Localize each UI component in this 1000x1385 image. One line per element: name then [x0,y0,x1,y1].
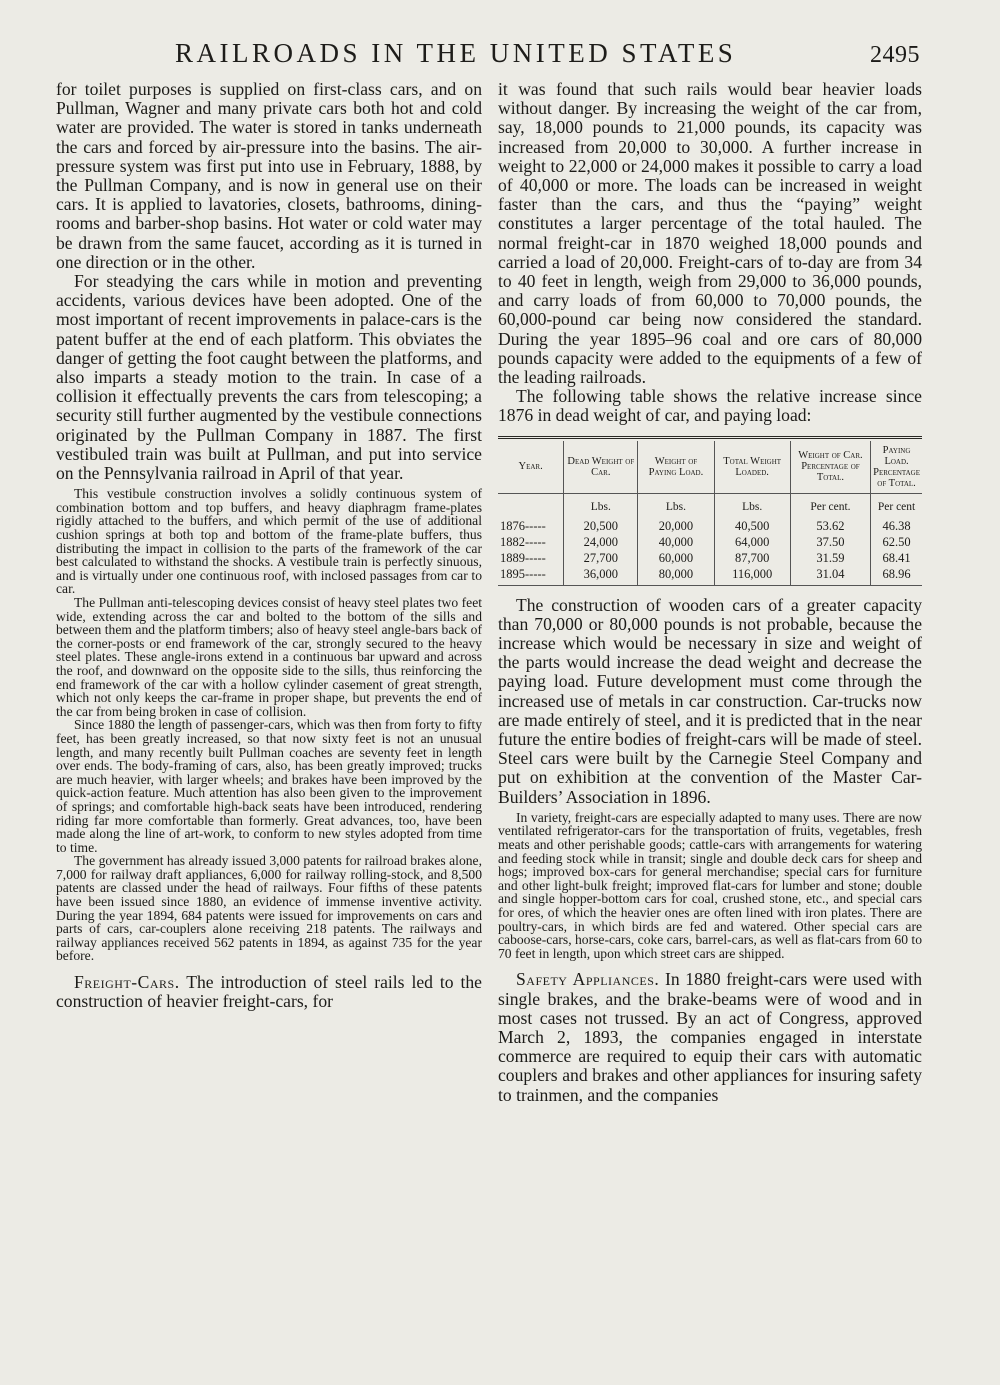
table-cell: Lbs. [638,493,714,518]
table-cell: 27,700 [564,550,638,566]
paragraph: For steadying the cars while in motion and preventing accidents, various devices have been adopted. One of the most important of recent improvements in palace-cars is the patent buffer at the end of each platform. This obviates the danger of getting the foot caught between the platforms, and also imparts a steady motion to the train. In case of a collision it effectually prevents the cars from telescoping; a security still further augmented by the vestibule connections originated by the Pullman Company in 1887. The first vestibuled train was built at Pullman, and put into service on the Pennsylvania railroad in April of that year. [56,271,482,484]
table-header-row [498,441,922,494]
table-cell: 20,500 [564,518,638,534]
table-cell: 80,000 [638,566,714,586]
paragraph-text: In 1880 freight-cars were used with single brakes, and the brake-beams were of wood and in most cases not trussed. By an act of Congress, approved March 2, 1893, the companies engaged in interstate commerce are required to equip their cars with automatic couplers and brakes and other appliances for insuring safety to trainmen, and the companies [498,969,922,1105]
paragraph: for toilet purposes is supplied on first-class cars, and on Pullman, Wagner and many private cars both hot and cold water are provided. The water is stored in tanks underneath the cars and forced by air-pressure into the basins. The air-pressure system was first put into use in February, 1888, by the Pullman Company, and is now in general use on their cars. It is applied to lavatories, closets, bathrooms, dining-rooms and barber-shop basins. Hot water or cold water may be drawn from the same faucet, according as it is turned in one direction or in the other. [56,79,482,272]
table-cell: 36,000 [564,566,638,586]
paragraph: The government has already issued 3,000 patents for railroad brakes alone, 7,000 for railway draft appliances, 6,000 for railway rolling-stock, and 8,500 patents are classed under the head of railways. Four fifths of these patents have been issued since 1880, an evidence of immense inventive activity. During the year 1894, 684 patents were issued for improvements on cars and parts of cars, car-couplers alone receiving 218 patents. The railways and railway appliances received 562 patents in 1894, as against 735 for the year before. [56,853,482,964]
paragraph [498,970,922,1104]
running-title: RAILROADS IN THE UNITED STATES [175,38,737,68]
table-cell: 24,000 [564,534,638,550]
table-cell: 116,000 [714,566,790,586]
table-cell: 87,700 [714,550,790,566]
table-cell: 1882----- [500,534,546,549]
left-column [56,80,482,1011]
paragraph [56,973,482,1011]
table-cell: Lbs. [714,493,790,518]
paragraph: it was found that such rails would bear heavier loads without danger. By increasing the weight of the car from, say, 18,000 pounds to 21,000 pounds, its capacity was increased from 20,000 to 30,000. A further increase in weight to 22,000 or 24,000 makes it possible to carry a load of 40,000 or more. The loads can be increased in weight faster than the cars, and thus the “paying” weight constitutes a larger percentage of the total hauled. The normal freight-car in 1870 weighed 18,000 pounds and carried a load of 20,000. Freight-cars of to-day are from 34 to 40 feet in length, weigh from 29,000 to 36,000 pounds, and carry loads of from 60,000 to 70,000 pounds, the 60,000-pound car being now considered the standard. During the year 1895–96 coal and ore cars of 80,000 pounds capacity were added to the equipments of a few of the leading railroads. [498,79,922,388]
table-row [498,518,922,534]
table-cell: Per cent [871,493,922,518]
table-row [498,550,922,566]
paragraph: The following table shows the relative increase since 1876 in dead weight of car, and paying load: [498,386,922,426]
table-row [498,534,922,550]
table-header: Paying Load. Percentage of Total. [871,441,922,494]
running-header [0,38,1000,70]
table-cell: 40,500 [714,518,790,534]
paragraph: This vestibule construction involves a solidly continuous system of combination bottom and top buffers, and heavy diaphragm frame-plates rigidly attached to the buffers, and which permit of the use of additional cushion springs at both top and bottom of the frame-plate buffers, thus distributing the impact in collision to the parts of the framework of the car best calculated to withstand the shocks. A vestibule train is perfectly sinuous, and is virtually under one continuous roof, with inclosed passages from car to car. [56,486,482,597]
section-heading: Safety Appliances. [516,969,660,990]
table-cell: 1889----- [500,550,546,565]
table-cell: 62.50 [871,534,922,550]
paragraph: The construction of wooden cars of a greater capacity than 70,000 or 80,000 pounds is not probable, because the increase which would be necessary in size and weight of the parts would increase the dead weight and decrease the paying load. Future development must come through the increased use of metals in car construction. Car-trucks now are made entirely of steel, and it is predicted that in the near future the entire bodies of freight-cars will be made of steel. Steel cars were built by the Carnegie Steel Company and put on exhibition at the convention of the Master Car-Builders’ Association in 1896. [498,594,922,807]
paragraph: In variety, freight-cars are especially adapted to many uses. There are now ventilated refrigerator-cars for the transportation of fruits, vegetables, fresh meats and other perishable goods; cattle-cars with arrangements for watering and feeding stock while in transit; single and double deck cars for sheep and hogs; improved box-cars for general merchandise; special cars for furniture and other light-bulk freight; improved flat-cars for lumber and stone; double and single hopper-bottom cars for coal, crushed stone, etc., and special cars for ores, of which the heavier ones are often lined with iron plates. There are poultry-cars, in which birds are fed and watered. Other special cars are caboose-cars, horse-cars, coke cars, barrel-cars, as well as flat-cars from 60 to 70 feet in length, upon which street cars are shipped. [498,809,922,961]
table-cell: 68.41 [871,550,922,566]
table-row [498,566,922,586]
table-header: Weight of Car. Percentage of Total. [790,441,870,494]
table-cell: 64,000 [714,534,790,550]
table-cell: 68.96 [871,566,922,586]
table-header: Dead Weight of Car. [564,441,638,494]
page-number: 2495 [870,42,920,68]
table-cell: 53.62 [790,518,870,534]
table-header: Weight of Paying Load. [638,441,714,494]
table-cell: 20,000 [638,518,714,534]
table-cell: 46.38 [871,518,922,534]
table-cell: 1895----- [498,566,564,586]
table-cell: 31.04 [790,566,870,586]
table-cell: 40,000 [638,534,714,550]
table-cell: 31.59 [790,550,870,566]
table-header: Year. [498,441,564,494]
paragraph: Since 1880 the length of passenger-cars, which was then from forty to fifty feet, has been greatly increased, so that now sixty feet is not an unusual length, and many recently built Pullman coaches are seventy feet in length over ends. The body-framing of cars, also, has been greatly improved; trucks are much heavier, with larger wheels; and brakes have been improved by the quick-action feature. Much attention has also been given to the improvement of springs; and comfortable high-back seats have been introduced, rendering riding far more comfortable than formerly. Great advances, too, have been made along the line of art-work, to conform to new styles adopted from time to time. [56,717,482,855]
table-units-row [498,493,922,518]
weight-table [498,436,922,586]
table-cell: 60,000 [638,550,714,566]
table-cell: Per cent. [790,493,870,518]
table-cell: 37.50 [790,534,870,550]
section-heading: Freight-Cars. [74,972,180,993]
table-header: Total Weight Loaded. [714,441,790,494]
table-cell: 1876----- [500,518,546,533]
right-column [498,80,922,1105]
paragraph: The Pullman anti-telescoping devices consist of heavy steel plates two feet wide, extending across the car and bolted to the bottom of the sills and between them and the platform timbers; also of heavy steel angle-bars back of the corner-posts or end framework of the car, strongly secured to the heavy steel plates. These angle-irons extend in a continuous bar upward and across the roof, and downward on the opposite side to the sills, thus reinforcing the end framework of the car with a hollow cylinder casement of great strength, which not only keeps the car-frame in proper shape, but prevents the end of the car from being broken in case of collision. [56,595,482,719]
table-cell [498,493,564,518]
table-cell: Lbs. [564,493,638,518]
paragraph-text: The introduction of steel rails led to the construction of heavier freight-cars, for [56,972,482,1012]
